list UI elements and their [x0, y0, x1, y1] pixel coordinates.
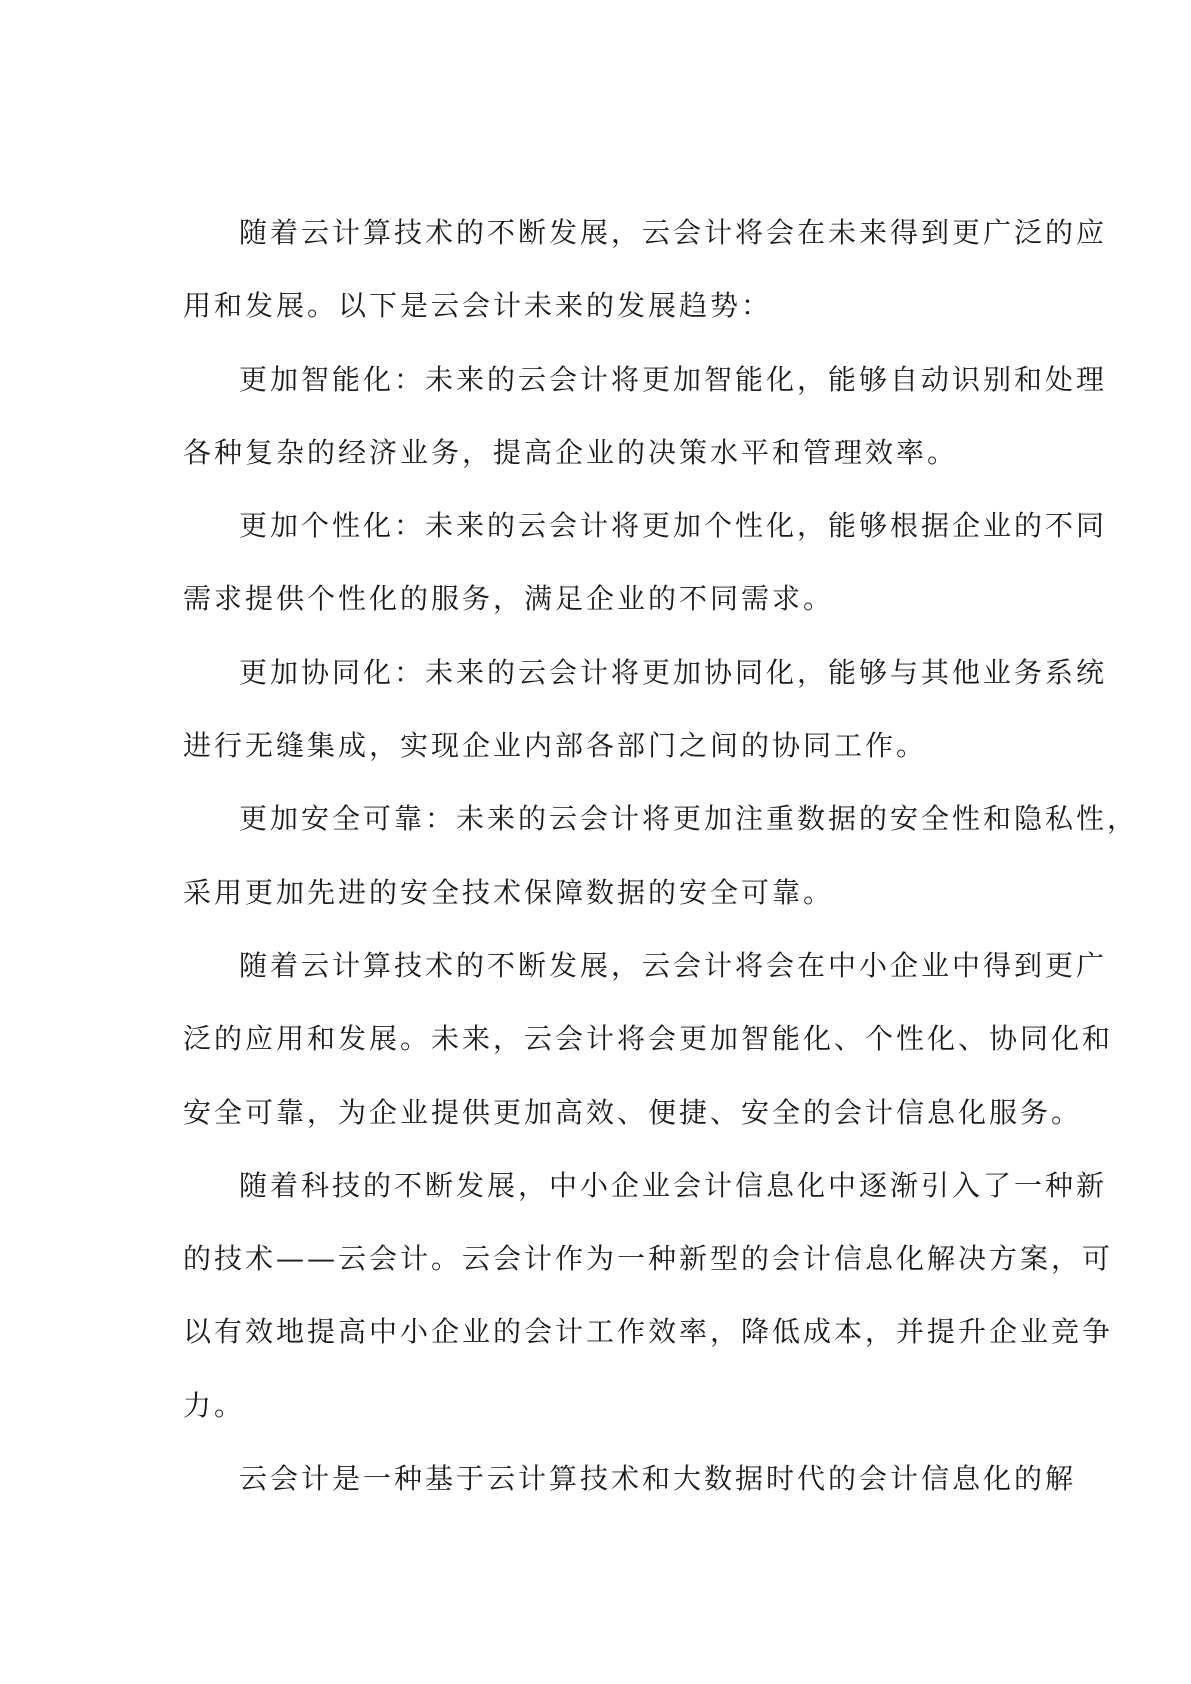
- text-line: 各种复杂的经济业务，提高企业的决策水平和管理效率。: [183, 435, 959, 469]
- paragraph-1: [183, 196, 1108, 343]
- text-line: 泛的应用和发展。未来，云会计将会更加智能化、个性化、协同化和: [183, 1022, 1114, 1056]
- text-line: 更加个性化：未来的云会计将更加个性化，能够根据企业的不同: [239, 509, 1108, 543]
- text-line: 随着科技的不断发展，中小企业会计信息化中逐渐引入了一种新: [239, 1168, 1108, 1202]
- body-text: [183, 196, 1139, 1515]
- text-line: 的技术——云会计。云会计作为一种新型的会计信息化解决方案，可: [183, 1242, 1114, 1276]
- paragraph-6: [183, 929, 1114, 1149]
- text-line: 以有效地提高中小企业的会计工作效率，降低成本，并提升企业竞争: [183, 1315, 1114, 1349]
- text-line: 云会计是一种基于云计算技术和大数据时代的会计信息化的解: [239, 1462, 1077, 1496]
- text-line: 随着云计算技术的不断发展，云会计将会在未来得到更广泛的应: [239, 216, 1108, 249]
- text-line: 更加协同化：未来的云会计将更加协同化，能够与其他业务系统: [239, 655, 1108, 689]
- text-line: 更加智能化：未来的云会计将更加智能化，能够自动识别和处理: [239, 362, 1108, 396]
- text-line: 采用更加先进的安全技术保障数据的安全可靠。: [183, 875, 835, 909]
- text-line: 进行无缝集成，实现企业内部各部门之间的协同工作。: [183, 729, 928, 763]
- paragraph-3: [183, 489, 1108, 636]
- paragraph-7: [183, 1149, 1114, 1442]
- paragraph-2: [183, 343, 1108, 490]
- text-line: 力。: [183, 1388, 246, 1422]
- text-line: 用和发展。以下是云会计未来的发展趋势：: [183, 289, 773, 323]
- text-line: 需求提供个性化的服务，满足企业的不同需求。: [183, 582, 835, 616]
- paragraph-8: [183, 1442, 1077, 1515]
- paragraph-5: [183, 782, 1139, 929]
- text-line: 安全可靠，为企业提供更加高效、便捷、安全的会计信息化服务。: [183, 1095, 1083, 1129]
- paragraph-4: [183, 636, 1108, 783]
- text-line: 更加安全可靠：未来的云会计将更加注重数据的安全性和隐私性，: [239, 802, 1139, 836]
- text-line: 随着云计算技术的不断发展，云会计将会在中小企业中得到更广: [239, 948, 1108, 982]
